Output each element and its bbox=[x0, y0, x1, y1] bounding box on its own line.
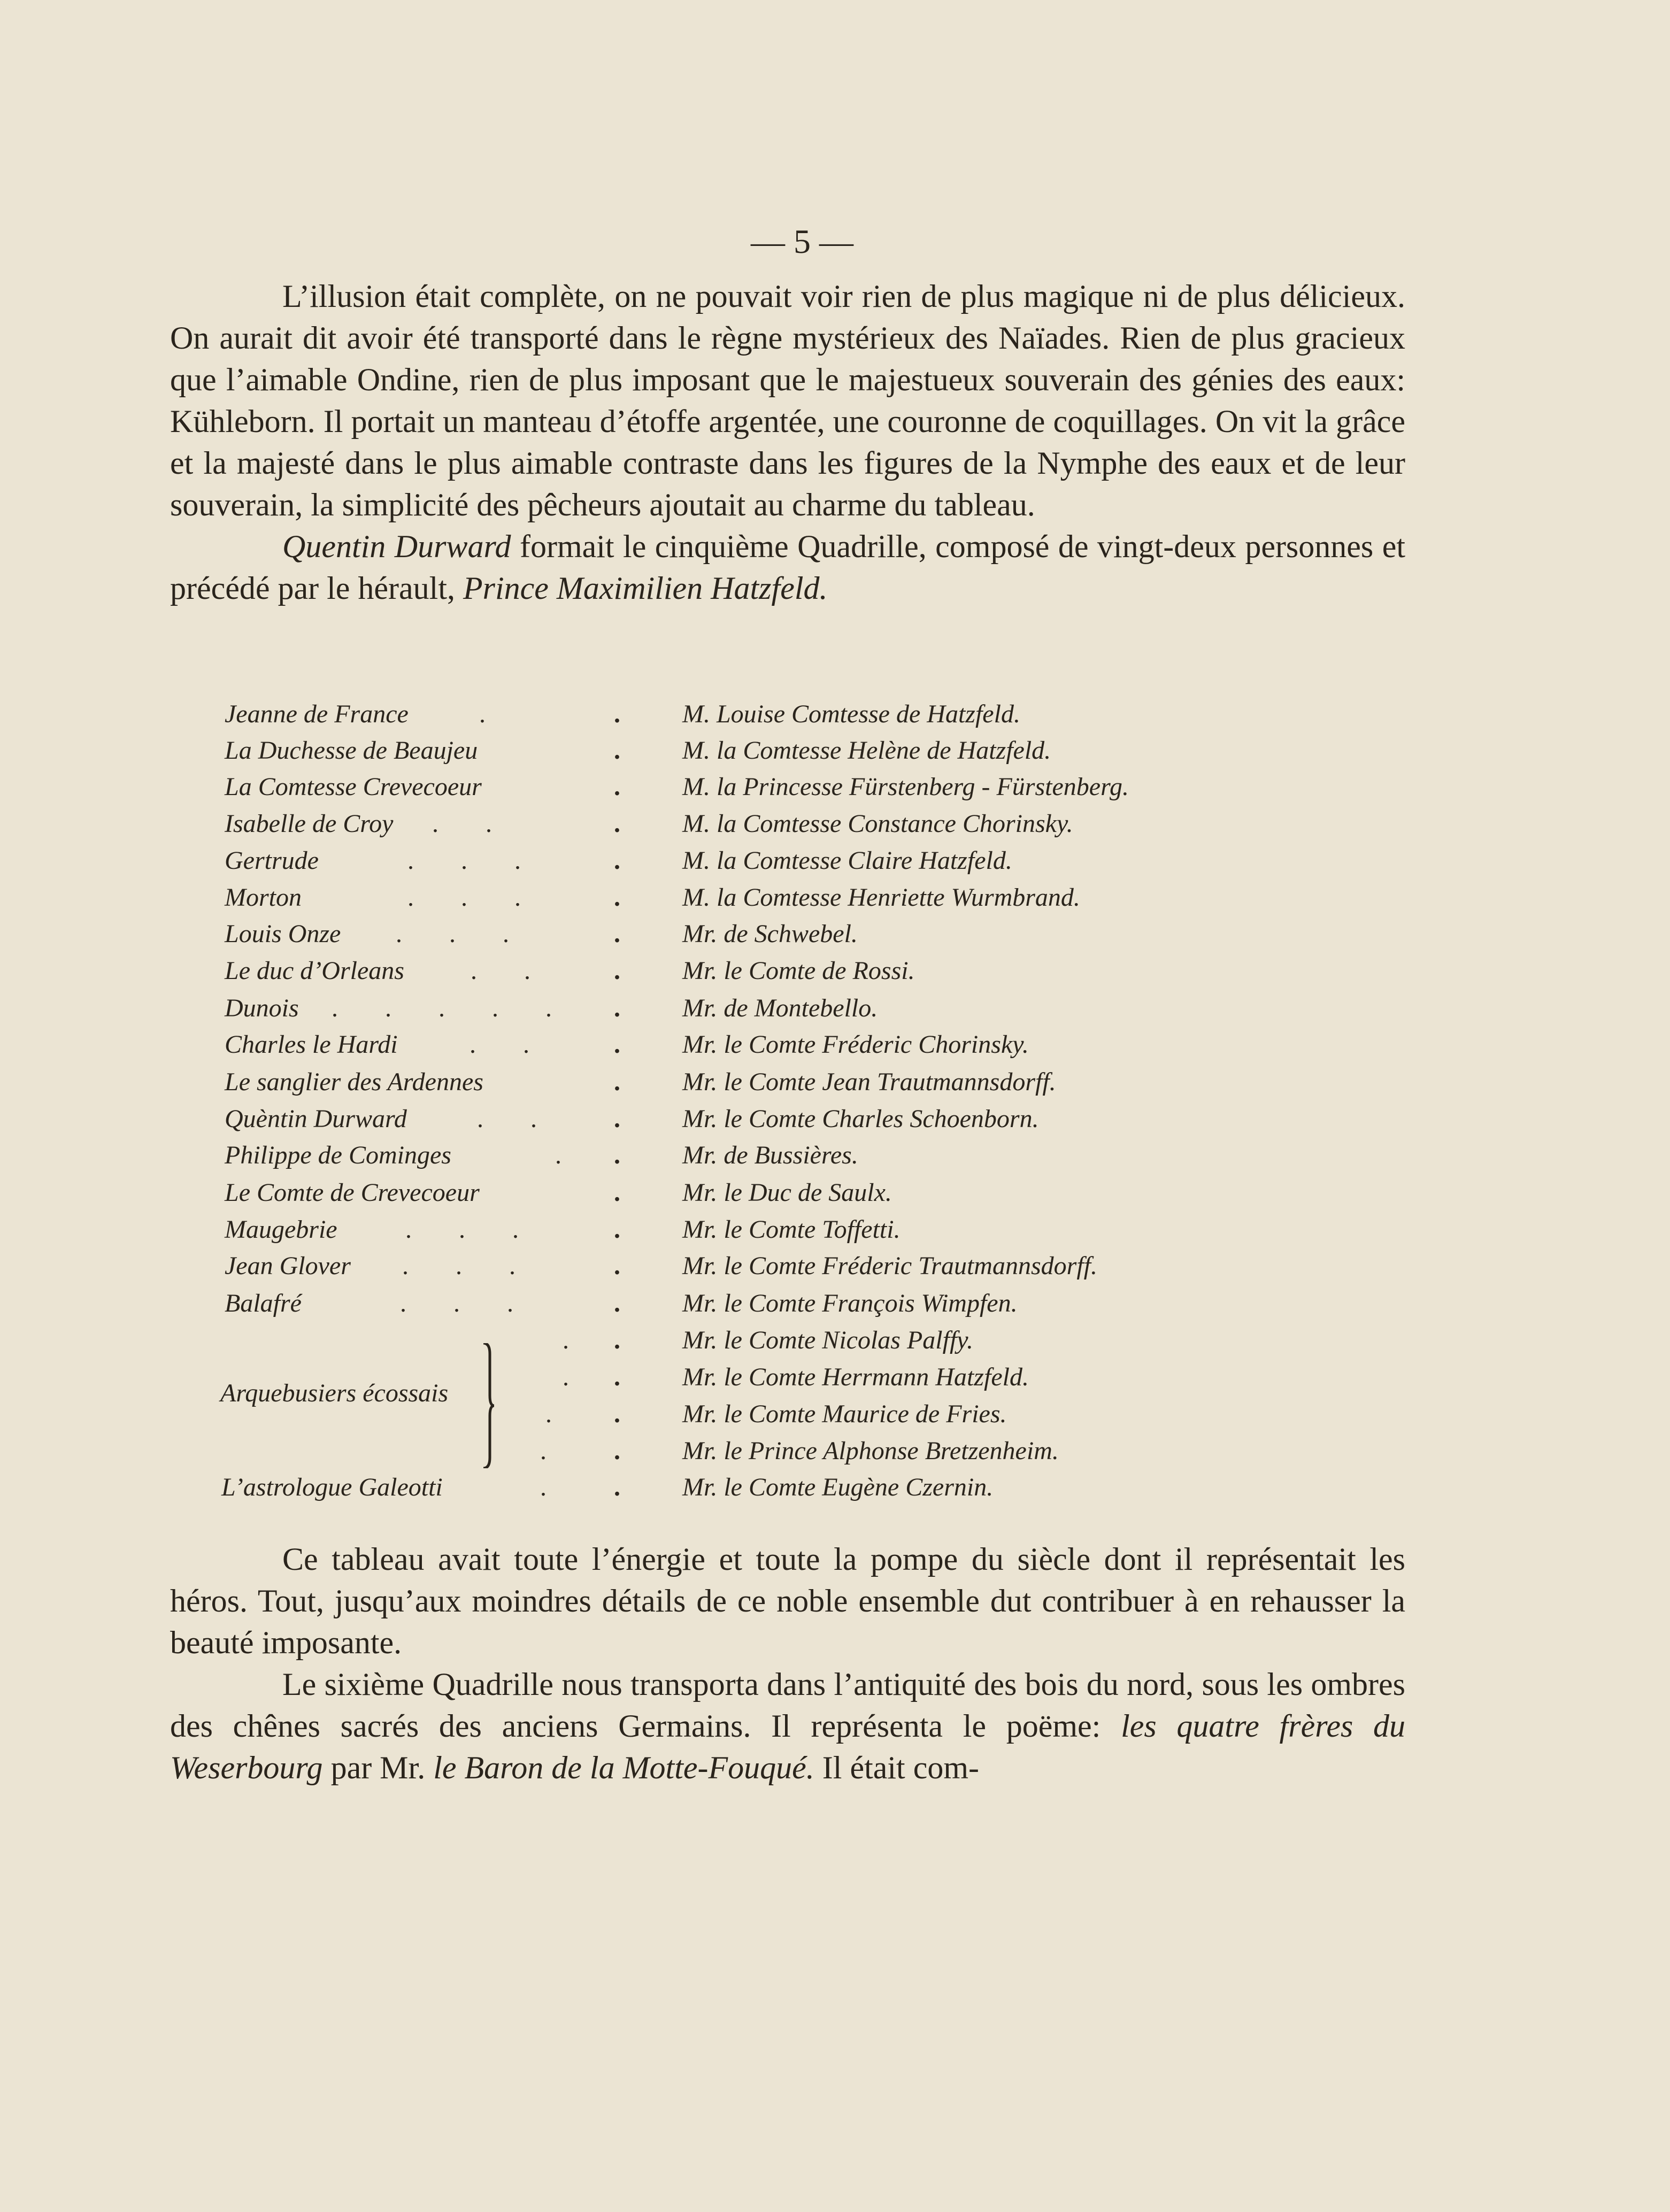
cast-row bbox=[0, 1027, 1670, 1063]
dot-leader: . bbox=[614, 736, 620, 765]
dot-leader: . bbox=[614, 1252, 620, 1280]
cast-actor: Mr. le Prince Alphonse Bretzenheim. bbox=[682, 1437, 1059, 1465]
cast-row bbox=[0, 733, 1670, 769]
paragraph-illusion: L’illusion était complète, on ne pouvait voir rien de plus magique ni de plus délicieux. On aurait dit avoir été transporté dans le règne mystérieux des Naïades. Rien de plus gracieux que l’aimable Ondine, rien de plus imposant que le majestueux souverain des génies des eaux: Kühleborn. Il portait un manteau d’étoffe argentée, une couronne de coquillages. On vit la grâce et la majesté dans le plus aimable contraste dans les figures de la Nymphe des eaux et de leur souverain, la simplicité des pêcheurs ajoutait au charme du tableau. bbox=[170, 279, 1405, 522]
dot-leader: . bbox=[614, 1289, 620, 1317]
cast-role: Quèntin Durward bbox=[225, 1105, 407, 1133]
dot-leader: . bbox=[614, 1473, 620, 1501]
dot-leader: . bbox=[614, 1068, 620, 1096]
dot-leader: . bbox=[614, 846, 620, 875]
cast-row bbox=[0, 1248, 1670, 1284]
herald-name: Prince Maximilien Hatzfeld. bbox=[463, 571, 828, 606]
cast-role: Philippe de Cominges bbox=[225, 1141, 451, 1169]
dot-leader: . bbox=[614, 773, 620, 801]
dot-leader: . bbox=[555, 1141, 582, 1169]
dot-leader: . bbox=[614, 1363, 620, 1391]
cast-actor: Mr. le Comte Fréderic Chorinsky. bbox=[682, 1030, 1029, 1059]
cast-role: Louis Onze bbox=[225, 920, 341, 948]
cast-row bbox=[0, 696, 1670, 733]
cast-actor: Mr. le Comte Fréderic Trautmannsdorff. bbox=[682, 1252, 1097, 1280]
dot-leader: . bbox=[614, 700, 620, 728]
cast-role: Dunois bbox=[225, 994, 299, 1022]
cast-role: Isabelle de Croy bbox=[225, 810, 394, 838]
cast-role: La Comtesse Crevecoeur bbox=[225, 773, 482, 801]
dot-leader: . . . bbox=[407, 883, 541, 912]
dot-leader: . bbox=[563, 1363, 589, 1391]
cast-row bbox=[0, 1101, 1670, 1137]
sixth-quadrille-end: Il était com- bbox=[814, 1750, 979, 1785]
cast-actor: Mr. le Comte Maurice de Fries. bbox=[682, 1400, 1007, 1428]
cast-actor: Mr. de Bussières. bbox=[682, 1141, 858, 1169]
dot-leader: . bbox=[614, 883, 620, 912]
cast-role: Morton bbox=[225, 883, 302, 912]
quadrille-title: Quentin Durward bbox=[282, 529, 511, 564]
cast-row bbox=[0, 806, 1670, 842]
paragraph-tableau: Ce tableau avait toute l’énergie et toute la pompe du siècle dont il représentait les héros. Tout, jusqu’aux moindres détails de ce noble ensemble dut contribuer à en rehausser la beauté imposante. bbox=[170, 1542, 1405, 1660]
dot-leader: . bbox=[563, 1326, 589, 1354]
cast-role: Le Comte de Crevecoeur bbox=[225, 1178, 480, 1207]
cast-row bbox=[0, 1359, 1670, 1396]
paragraph-sixth-quadrille bbox=[170, 1663, 1405, 1789]
dot-leader: . . . . . bbox=[332, 994, 572, 1022]
cast-role: Gertrude bbox=[225, 846, 319, 875]
cast-role: Le duc d’Orleans bbox=[225, 957, 404, 985]
cast-row bbox=[0, 1469, 1670, 1506]
quadrille-description: formait le cinquième Quadrille, composé de vingt-deux personnes et précédé par le hérault, bbox=[170, 529, 1405, 606]
cast-actor: Mr. le Comte Herrmann Hatzfeld. bbox=[682, 1363, 1029, 1391]
dot-leader: . bbox=[614, 1400, 620, 1428]
dot-leader: . . . bbox=[405, 1215, 539, 1244]
cast-actor: Mr. le Comte Nicolas Palffy. bbox=[682, 1326, 973, 1354]
cast-role: Maugebrie bbox=[225, 1215, 337, 1244]
cast-row bbox=[0, 990, 1670, 1027]
cast-row bbox=[0, 1322, 1670, 1359]
cast-actor: Mr. le Comte Jean Trautmannsdorff. bbox=[682, 1068, 1056, 1096]
cast-actor: Mr. le Duc de Saulx. bbox=[682, 1178, 892, 1207]
cast-row bbox=[0, 880, 1670, 916]
cast-actor: Mr. le Comte Charles Schoenborn. bbox=[682, 1105, 1039, 1133]
cast-actor: M. la Comtesse Constance Chorinsky. bbox=[682, 810, 1073, 838]
lower-text-block bbox=[170, 1538, 1405, 1789]
dot-leader: . bbox=[545, 1400, 572, 1428]
dot-leader: . bbox=[614, 1178, 620, 1207]
dot-leader: . bbox=[614, 1105, 620, 1133]
dot-leader: . bbox=[614, 1141, 620, 1169]
cast-row bbox=[0, 916, 1670, 952]
group-role: Arquebusiers écossais bbox=[220, 1379, 449, 1407]
cast-actor: M. la Comtesse Helène de Hatzfeld. bbox=[682, 736, 1051, 765]
cast-actor: Mr. le Comte Toffetti. bbox=[682, 1215, 901, 1244]
dot-leader: . . bbox=[432, 810, 512, 838]
cast-actor: Mr. le Comte de Rossi. bbox=[682, 957, 915, 985]
cast-role: Balafré bbox=[225, 1289, 302, 1317]
cast-row bbox=[0, 843, 1670, 879]
dot-leader: . bbox=[614, 810, 620, 838]
cast-actor: Mr. de Montebello. bbox=[682, 994, 878, 1022]
dot-leader: . bbox=[614, 1030, 620, 1059]
dot-leader: . . bbox=[477, 1105, 557, 1133]
poem-title: les quatre frères du Weserbourg bbox=[170, 1708, 1406, 1785]
cast-actor: M. la Princesse Fürstenberg - Fürstenberg. bbox=[682, 773, 1129, 801]
upper-text-block bbox=[170, 275, 1405, 609]
cast-actor: M. la Comtesse Henriette Wurmbrand. bbox=[682, 883, 1080, 912]
cast-actor: M. Louise Comtesse de Hatzfeld. bbox=[682, 700, 1020, 728]
dot-leader: . . . bbox=[396, 920, 529, 948]
dot-leader: . bbox=[614, 957, 620, 985]
dot-leader: . bbox=[540, 1473, 567, 1501]
cast-actor: Mr. de Schwebel. bbox=[682, 920, 858, 948]
cast-role: Charles le Hardi bbox=[225, 1030, 398, 1059]
sixth-quadrille-text: Le sixième Quadrille nous transporta dans l’antiquité des bois du nord, sous les ombres des chênes sacrés des anciens Germains. Il représenta le poëme: bbox=[170, 1667, 1405, 1744]
dot-leader: . bbox=[614, 1215, 620, 1244]
page-number: — 5 — bbox=[751, 222, 853, 260]
cast-role: Le sanglier des Ardennes bbox=[225, 1068, 483, 1096]
cast-role: Jean Glover bbox=[225, 1252, 351, 1280]
paragraph-quentin-durward bbox=[170, 526, 1405, 609]
cast-row bbox=[0, 769, 1670, 805]
cast-role: L’astrologue Galeotti bbox=[221, 1473, 443, 1501]
dot-leader: . . . bbox=[407, 846, 541, 875]
cast-actor: Mr. le Comte Eugène Czernin. bbox=[682, 1473, 994, 1501]
sixth-quadrille-by: par Mr. bbox=[322, 1750, 434, 1785]
dot-leader: . bbox=[614, 994, 620, 1022]
cast-row bbox=[0, 953, 1670, 989]
dot-leader: . . bbox=[470, 1030, 550, 1059]
dot-leader: . bbox=[540, 1437, 567, 1465]
dot-leader: . . . bbox=[402, 1252, 536, 1280]
cast-row bbox=[0, 1396, 1670, 1432]
cast-actor: M. la Comtesse Claire Hatzfeld. bbox=[682, 846, 1012, 875]
cast-row bbox=[0, 1175, 1670, 1211]
cast-row bbox=[0, 1137, 1670, 1174]
poem-author: le Baron de la Motte-Fouqué. bbox=[433, 1750, 814, 1785]
dot-leader: . bbox=[479, 700, 506, 728]
dot-leader: . bbox=[614, 920, 620, 948]
cast-row bbox=[0, 1064, 1670, 1100]
cast-actor: Mr. le Comte François Wimpfen. bbox=[682, 1289, 1018, 1317]
cast-role: Jeanne de France bbox=[225, 700, 409, 728]
cast-row bbox=[0, 1285, 1670, 1322]
cast-row bbox=[0, 1433, 1670, 1469]
dot-leader: . . . bbox=[400, 1289, 534, 1317]
dot-leader: . bbox=[614, 1326, 620, 1354]
dot-leader: . bbox=[614, 1437, 620, 1465]
cast-row bbox=[0, 1212, 1670, 1248]
cast-role: La Duchesse de Beaujeu bbox=[225, 736, 478, 765]
dot-leader: . . bbox=[471, 957, 551, 985]
